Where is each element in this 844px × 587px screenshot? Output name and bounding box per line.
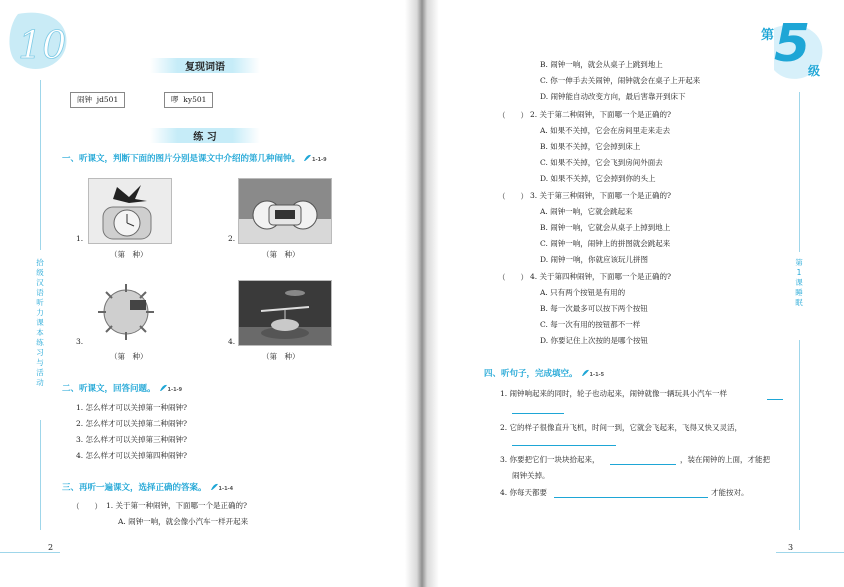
audio-icon bbox=[159, 383, 168, 392]
side-rule bbox=[40, 80, 41, 250]
answer-paren[interactable]: （ ） bbox=[498, 192, 528, 201]
audio-ref: 1-1-9 bbox=[167, 387, 183, 393]
mcq-stem: 4. 关于第四种闹钟，下面哪一个是正确的? bbox=[530, 272, 672, 281]
side-rule bbox=[799, 92, 800, 252]
image-4-clock bbox=[238, 280, 332, 346]
level-label-ji: 级 bbox=[808, 64, 821, 78]
mcq-option: A. 闹钟一响，就会像小汽车一样开起来 bbox=[118, 517, 249, 526]
mcq-option: A. 只有两个按钮是有用的 bbox=[540, 288, 626, 297]
vocab-word: 啰 bbox=[171, 95, 179, 104]
image-3-clock bbox=[90, 280, 166, 344]
fill-sentence: ，装在闹钟的上面，才能把 bbox=[680, 455, 770, 464]
section-1-heading bbox=[62, 152, 327, 164]
answer-paren[interactable]: （ ） bbox=[498, 273, 528, 282]
audio-ref: 1-1-9 bbox=[312, 157, 327, 163]
image-2-caption: （第 种） bbox=[262, 250, 300, 259]
question-item: 3. 怎么样才可以关掉第三种闹钟? bbox=[76, 435, 188, 444]
level-number: 5 bbox=[774, 14, 811, 74]
vocab-title: 复现词语 bbox=[150, 58, 260, 73]
left-page bbox=[0, 0, 420, 587]
fill-blank[interactable] bbox=[512, 445, 616, 446]
vocab-code: jd501 bbox=[96, 95, 119, 104]
mcq-option: C. 每一次有用的按钮都不一样 bbox=[540, 320, 641, 329]
unit-number: 10 bbox=[18, 23, 67, 67]
image-1-caption: （第 种） bbox=[110, 250, 148, 259]
audio-icon bbox=[210, 482, 219, 491]
mcq-stem: 2. 关于第二种闹钟，下面哪一个是正确的? bbox=[530, 110, 672, 119]
vocab-code: ky501 bbox=[183, 95, 207, 104]
fill-blank[interactable] bbox=[512, 413, 564, 414]
level-label-di: 第 bbox=[761, 28, 775, 43]
audio-ref: 1-1-5 bbox=[589, 372, 605, 378]
side-rule bbox=[40, 420, 41, 530]
mcq-option: B. 闹钟一响，就会从桌子上跳到地上 bbox=[540, 60, 663, 69]
fill-blank[interactable] bbox=[554, 497, 708, 498]
page-number-left: 2 bbox=[48, 543, 54, 552]
fill-blank[interactable] bbox=[767, 399, 783, 400]
spiked-ball-clock-icon bbox=[90, 280, 166, 344]
fill-sentence: 4. 你每天都要 bbox=[500, 488, 548, 497]
question-item: 4. 怎么样才可以关掉第四种闹钟? bbox=[76, 451, 188, 460]
vocab-item bbox=[70, 92, 125, 108]
level-badge bbox=[760, 14, 830, 88]
image-4-caption: （第 种） bbox=[262, 352, 300, 361]
mcq-option: C. 你一伸手去关闹钟，闹钟就会在桌子上开起来 bbox=[540, 76, 701, 85]
audio-icon bbox=[581, 368, 590, 377]
question-item: 1. 怎么样才可以关掉第一种闹钟? bbox=[76, 403, 188, 412]
mcq-stem: 3. 关于第三种闹钟，下面哪一个是正确的? bbox=[530, 191, 672, 200]
footer-rule bbox=[776, 552, 844, 553]
section-2-text: 二、听课文，回答问题。 bbox=[62, 384, 156, 394]
propeller-clock-icon bbox=[239, 281, 331, 345]
audio-ref: 1-1-4 bbox=[218, 486, 234, 492]
page-number-right: 3 bbox=[788, 543, 794, 552]
question-item: 2. 怎么样才可以关掉第二种闹钟? bbox=[76, 419, 188, 428]
image-1-clock bbox=[88, 178, 172, 244]
image-2-number: 2. bbox=[228, 234, 236, 243]
mcq-option: C. 如果不关掉，它会飞到房间外面去 bbox=[540, 158, 663, 167]
section-4-text: 四、听句子，完成填空。 bbox=[484, 369, 578, 379]
mcq-stem: 1. 关于第一种闹钟，下面哪一个是正确的? bbox=[106, 501, 248, 510]
image-2-clock bbox=[238, 178, 332, 244]
unit-number-logo bbox=[8, 12, 68, 74]
practice-title: 练 习 bbox=[150, 128, 260, 143]
answer-paren[interactable]: （ ） bbox=[72, 502, 102, 511]
fill-blank[interactable] bbox=[610, 464, 676, 465]
side-book-title: 拾级汉语 听力课本 练习与活动 bbox=[36, 258, 44, 387]
mcq-option: D. 你要记住上次按的是哪个按钮 bbox=[540, 336, 649, 345]
mcq-option: D. 闹钟能自动改变方向，最后害靠开到床下 bbox=[540, 92, 686, 101]
mcq-option: D. 如果不关掉，它会掉到你的头上 bbox=[540, 174, 656, 183]
audio-icon bbox=[303, 153, 312, 162]
mcq-option: A. 如果不关掉，它会在房间里走来走去 bbox=[540, 126, 671, 135]
vocab-word: 闹钟 bbox=[77, 95, 92, 104]
clock-figure-icon bbox=[89, 179, 171, 243]
image-3-number: 3. bbox=[76, 337, 84, 346]
wheeled-clock-icon bbox=[239, 179, 331, 243]
mcq-option: B. 每一次最多可以按下两个按钮 bbox=[540, 304, 648, 313]
mcq-option: B. 闹钟一响，它就会从桌子上掉到地上 bbox=[540, 223, 671, 232]
mcq-option: D. 闹钟一响，你就应该玩儿拼图 bbox=[540, 255, 649, 264]
fill-sentence: 1. 闹钟响起来的同时，轮子也动起来，闹钟就像一辆玩具小汽车一样 bbox=[500, 389, 728, 398]
side-lesson-title: 第1课 睡眠 bbox=[795, 258, 803, 307]
section-3-heading bbox=[62, 481, 233, 493]
side-rule bbox=[799, 340, 800, 530]
right-page bbox=[424, 0, 844, 587]
fill-sentence: 才能按对。 bbox=[711, 488, 749, 497]
section-1-text: 一、听课文，判断下面的图片分别是课文中介绍的第几种闹钟。 bbox=[62, 154, 301, 164]
fill-sentence: 闹钟关掉。 bbox=[512, 471, 550, 480]
mcq-option: C. 闹钟一响，闹钟上的拼图就会跳起来 bbox=[540, 239, 671, 248]
fill-sentence: 3. 你要把它们一块块拾起来， bbox=[500, 455, 600, 464]
mcq-option: A. 闹钟一响，它就会跳起来 bbox=[540, 207, 633, 216]
image-4-number: 4. bbox=[228, 337, 236, 346]
vocab-item bbox=[164, 92, 213, 108]
footer-rule bbox=[0, 552, 60, 553]
image-1-number: 1. bbox=[76, 234, 84, 243]
section-2-heading bbox=[62, 382, 182, 394]
mcq-option: B. 如果不关掉，它会掉到床上 bbox=[540, 142, 641, 151]
fill-sentence: 2. 它的样子很像直升飞机，时间一到，它就会飞起来，飞得又快又灵活， bbox=[500, 423, 743, 432]
section-3-text: 三、再听一遍课文，选择正确的答案。 bbox=[62, 483, 207, 493]
image-3-caption: （第 种） bbox=[110, 352, 148, 361]
answer-paren[interactable]: （ ） bbox=[498, 111, 528, 120]
section-4-heading bbox=[484, 367, 604, 379]
